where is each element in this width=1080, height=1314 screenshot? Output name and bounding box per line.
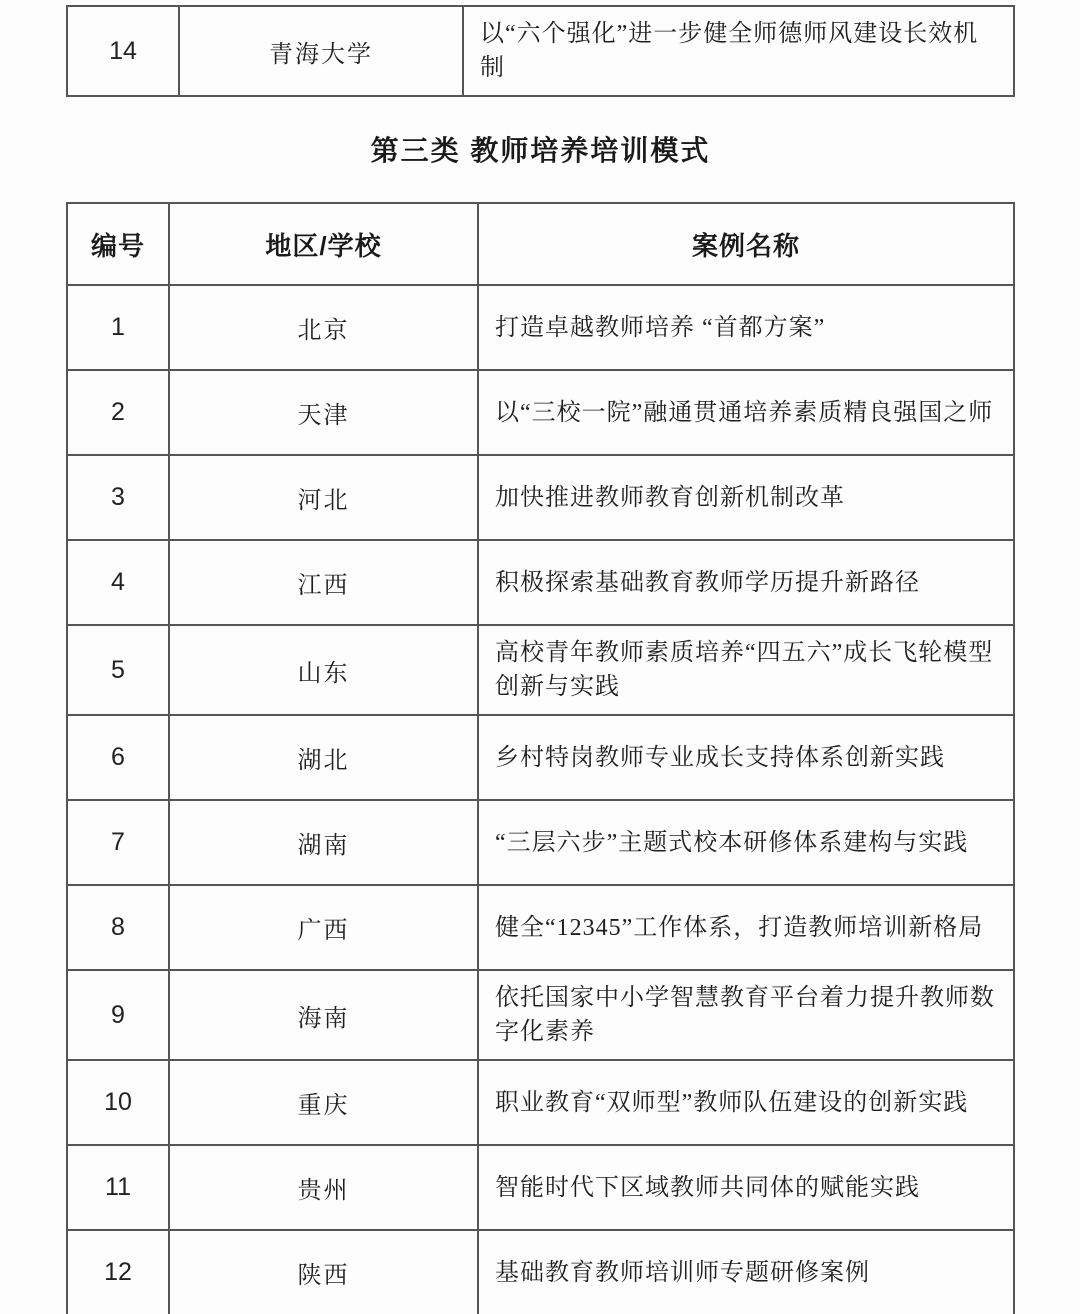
table-row xyxy=(67,1060,1014,1145)
table-row xyxy=(67,540,1014,625)
row-number-cell: 10 xyxy=(67,1060,169,1145)
row-number-cell: 1 xyxy=(67,285,169,370)
row-number-cell: 7 xyxy=(67,800,169,885)
region-school-cell: 海南 xyxy=(169,970,478,1060)
case-name-cell: 基础教育教师培训师专题研修案例 xyxy=(478,1230,1014,1314)
table-row xyxy=(67,1145,1014,1230)
region-school-cell: 重庆 xyxy=(169,1060,478,1145)
table-header-row xyxy=(67,203,1014,285)
region-school-cell: 北京 xyxy=(169,285,478,370)
region-school-cell: 广西 xyxy=(169,885,478,970)
row-number-cell: 3 xyxy=(67,455,169,540)
case-name-cell: 乡村特岗教师专业成长支持体系创新实践 xyxy=(478,715,1014,800)
case-name-cell: 以“六个强化”进一步健全师德师风建设长效机制 xyxy=(463,6,1014,96)
case-name-cell: 职业教育“双师型”教师队伍建设的创新实践 xyxy=(478,1060,1014,1145)
row-number-cell: 14 xyxy=(67,6,179,96)
region-school-cell: 江西 xyxy=(169,540,478,625)
page-content xyxy=(66,5,1015,1314)
table-row xyxy=(67,1230,1014,1314)
case-name-cell: 高校青年教师素质培养“四五六”成长飞轮模型创新与实践 xyxy=(478,625,1014,715)
case-name-cell: 积极探索基础教育教师学历提升新路径 xyxy=(478,540,1014,625)
region-school-cell: 湖北 xyxy=(169,715,478,800)
table-row xyxy=(67,285,1014,370)
row-number-cell: 6 xyxy=(67,715,169,800)
table-row xyxy=(67,715,1014,800)
table-row xyxy=(67,455,1014,540)
region-school-cell: 贵州 xyxy=(169,1145,478,1230)
region-school-cell: 天津 xyxy=(169,370,478,455)
table-row xyxy=(67,6,1014,96)
case-name-cell: 健全“12345”工作体系，打造教师培训新格局 xyxy=(478,885,1014,970)
region-school-cell: 青海大学 xyxy=(179,6,463,96)
region-school-cell: 山东 xyxy=(169,625,478,715)
section-title: 第三类 教师培养培训模式 xyxy=(370,135,711,166)
region-school-cell: 湖南 xyxy=(169,800,478,885)
table-row xyxy=(67,370,1014,455)
case-name-cell: 加快推进教师教育创新机制改革 xyxy=(478,455,1014,540)
case-name-cell: 智能时代下区域教师共同体的赋能实践 xyxy=(478,1145,1014,1230)
case-name-cell: “三层六步”主题式校本研修体系建构与实践 xyxy=(478,800,1014,885)
row-number-cell: 4 xyxy=(67,540,169,625)
case-name-cell: 依托国家中小学智慧教育平台着力提升教师数字化素养 xyxy=(478,970,1014,1060)
row-number-cell: 11 xyxy=(67,1145,169,1230)
table-row xyxy=(67,800,1014,885)
region-school-cell: 陕西 xyxy=(169,1230,478,1314)
table-row xyxy=(67,970,1014,1060)
previous-category-table-fragment xyxy=(66,5,1015,97)
column-header-number: 编号 xyxy=(67,203,169,285)
case-name-cell: 打造卓越教师培养 “首都方案” xyxy=(478,285,1014,370)
region-school-cell: 河北 xyxy=(169,455,478,540)
column-header-region-school: 地区/学校 xyxy=(169,203,478,285)
row-number-cell: 12 xyxy=(67,1230,169,1314)
table-row xyxy=(67,625,1014,715)
row-number-cell: 8 xyxy=(67,885,169,970)
row-number-cell: 5 xyxy=(67,625,169,715)
case-name-cell: 以“三校一院”融通贯通培养素质精良强国之师 xyxy=(478,370,1014,455)
row-number-cell: 2 xyxy=(67,370,169,455)
table-row xyxy=(67,885,1014,970)
column-header-case-name: 案例名称 xyxy=(478,203,1014,285)
teacher-training-case-table xyxy=(66,202,1015,1314)
row-number-cell: 9 xyxy=(67,970,169,1060)
